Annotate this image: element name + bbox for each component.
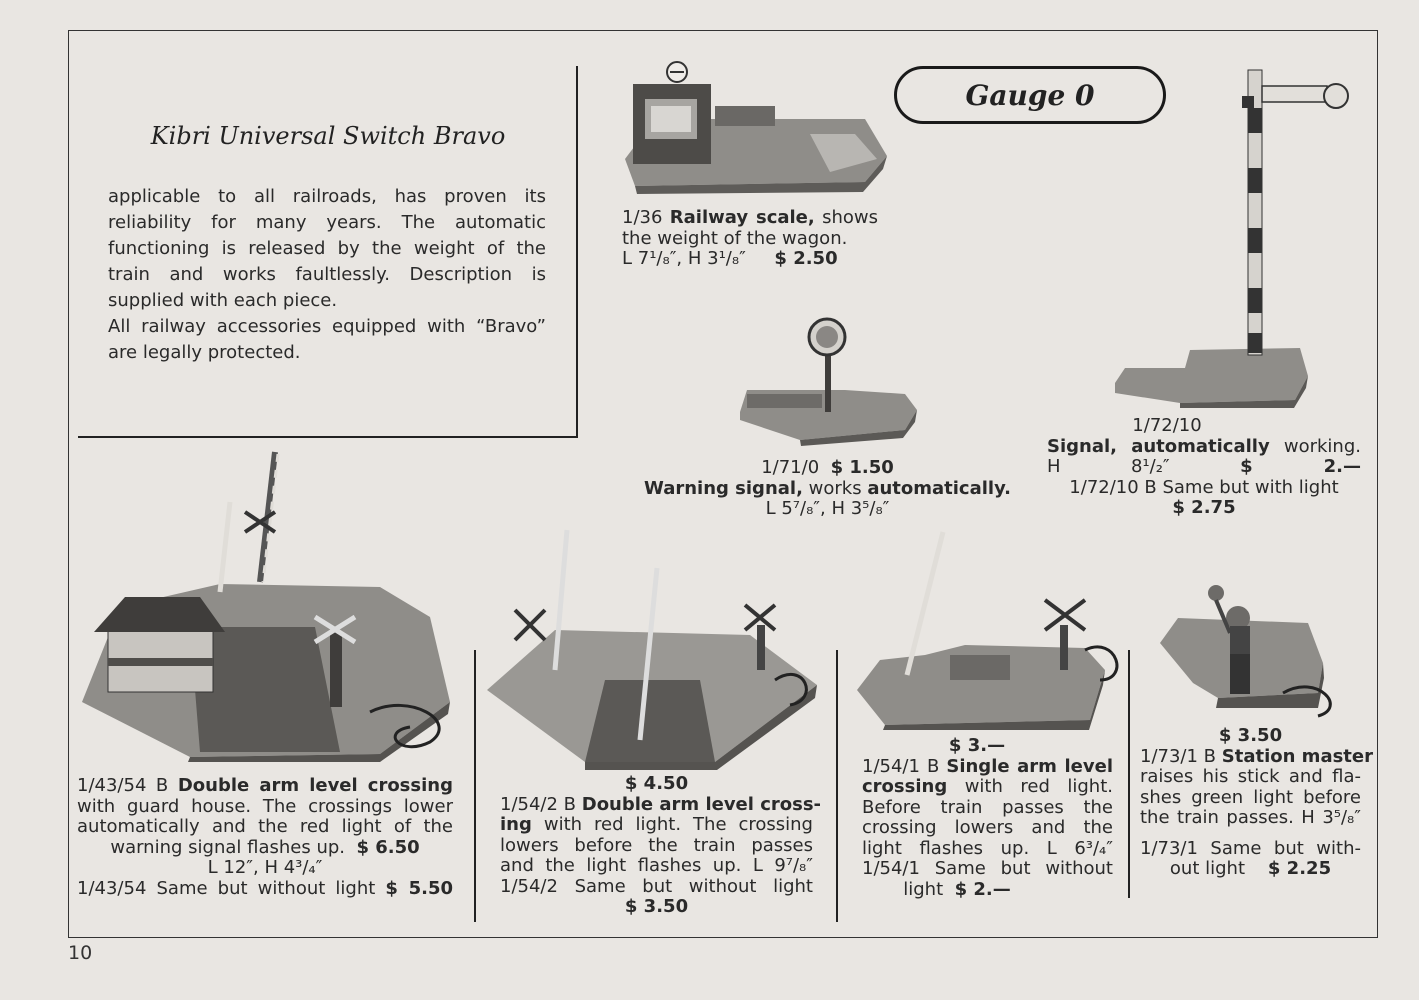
column-divider-2 [836, 650, 838, 922]
railway-scale-desc1: shows [822, 207, 878, 228]
dcg-price: $ 6.50 [356, 836, 420, 858]
dcg-line3: automatically and the red light of the [77, 816, 453, 837]
dcg-variant-code: 1/43/54 [77, 877, 147, 899]
sc-variant: Same but without [934, 858, 1113, 879]
sm-line4: the train passes. H 3⁵/₈″ [1140, 807, 1361, 828]
dc-name1: Double arm level cross- [581, 793, 822, 815]
dc-price-top: $ 4.50 [624, 773, 689, 794]
column-divider-1 [474, 650, 476, 922]
railway-scale-price: $ 2.50 [774, 248, 838, 269]
dc-variant-code: 1/54/2 [500, 875, 558, 897]
sc-variant-price: $ 2.— [954, 878, 1011, 900]
sc-line2: with red light. [964, 776, 1113, 797]
signal-variant-price: $ 2.75 [1172, 497, 1236, 518]
dc-line4: and the light flashes up. L 9⁷/₈″ [500, 855, 813, 876]
sm-variant-code: 1/73/1 [1140, 837, 1198, 859]
dcg-variant-price: $ 5.50 [385, 877, 453, 899]
signal-image [1110, 68, 1355, 408]
dc-variant: Same but without light [574, 875, 813, 897]
dcg-name: Double arm level crossing [177, 775, 453, 796]
dcg-line2: with guard house. The crossings lower [77, 795, 453, 817]
column-divider-3 [1128, 650, 1130, 898]
warning-signal-price: $ 1.50 [830, 457, 894, 478]
sm-name: Station master [1221, 745, 1373, 767]
double-crossing-guard-text [77, 776, 453, 899]
double-crossing-text [500, 773, 822, 918]
dc-name2: ing [500, 814, 532, 835]
dcg-variant: Same but without light [156, 877, 376, 899]
warning-signal-code: 1/71/0 [761, 457, 820, 478]
dcg-code: 1/43/54 B [77, 775, 169, 796]
double-crossing-image [485, 530, 820, 770]
railway-scale-name: Railway scale, [669, 207, 815, 228]
sc-name2: crossing [862, 776, 948, 797]
sm-code: 1/73/1 B [1140, 745, 1217, 767]
sm-variant-price: $ 2.25 [1267, 858, 1332, 879]
railway-scale-code: 1/36 [622, 207, 663, 228]
signal-desc: working. [1283, 435, 1361, 457]
sc-line5: light flashes up. L 6³/₄″ [862, 837, 1113, 859]
page-number: 10 [68, 942, 93, 964]
signal-desc-bold: automatically [1131, 435, 1270, 457]
signal-code: 1/72/10 [1132, 415, 1202, 436]
railway-scale-image [615, 64, 890, 194]
intro-paragraph-1: applicable to all railroads, has proven its reliability for many years. The automatic functioning is released by the weight of the train and works faultlessly. Description is supplied with each piece. [108, 186, 546, 311]
warning-signal-desc: works [808, 477, 862, 499]
sc-variant-code: 1/54/1 [862, 858, 920, 879]
signal-price: $ 2.— [1240, 456, 1361, 477]
sm-variant2: out light [1169, 858, 1245, 879]
railway-scale-desc2: the weight of the wagon. [622, 227, 848, 249]
sm-line2: raises his stick and fla- [1140, 766, 1361, 787]
signal-dims: H 8¹/₂″ [1047, 456, 1170, 477]
warning-signal-text [630, 458, 1025, 520]
railway-scale-dims: L 7¹/₈″, H 3¹/₈″ [622, 248, 746, 269]
railway-scale-text [622, 208, 878, 270]
dc-line3: lowers before the train passes [500, 834, 813, 856]
intro-title: Kibri Universal Switch Bravo [150, 122, 506, 150]
gauge-label: Gauge 0 [965, 78, 1095, 112]
intro-paragraph-2: All railway accessories equipped with “Bravo” are legally protected. [108, 316, 546, 363]
station-master-text [1140, 725, 1373, 880]
single-crossing-text [862, 736, 1113, 900]
sc-name1: Single arm level [946, 755, 1113, 777]
signal-variant: 1/72/10 B Same but with light [1069, 476, 1339, 498]
sm-variant: Same but with- [1210, 837, 1361, 859]
signal-text [1047, 416, 1361, 519]
dc-line2: with red light. The crossing [543, 814, 813, 835]
sc-price-top: $ 3.— [948, 735, 1006, 756]
sc-code: 1/54/1 B [862, 755, 940, 777]
dc-code: 1/54/2 B [500, 793, 577, 815]
dcg-line4: warning signal flashes up. [110, 836, 345, 858]
dc-variant-price: $ 3.50 [624, 896, 689, 917]
sc-line4: crossing lowers and the [862, 817, 1113, 838]
warning-signal-dims: L 5⁷/₈″, H 3⁵/₈″ [765, 498, 890, 519]
warning-signal-desc-bold: automatically. [867, 477, 1012, 499]
double-crossing-guard-image [80, 452, 455, 762]
warning-signal-image [735, 312, 920, 447]
sm-line3: shes green light before [1140, 786, 1361, 808]
warning-signal-name: Warning signal, [643, 477, 803, 499]
intro-text [108, 184, 546, 366]
station-master-image [1158, 578, 1353, 728]
sm-price-top: $ 3.50 [1218, 725, 1283, 746]
sc-line3: Before train passes the [862, 796, 1113, 818]
sc-variant2: light [903, 878, 944, 900]
dcg-dims: L 12″, H 4³/₄″ [207, 857, 323, 878]
single-crossing-image [855, 530, 1125, 730]
signal-name: Signal, [1047, 435, 1117, 457]
